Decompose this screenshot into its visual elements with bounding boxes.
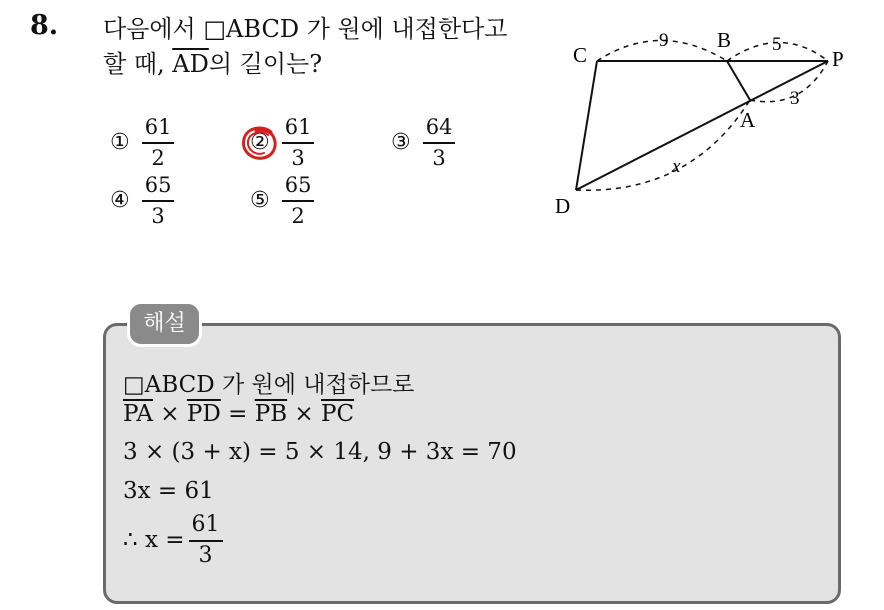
choice-1[interactable] — [110, 115, 174, 170]
question-text — [103, 12, 543, 82]
choice-3-denominator: 3 — [432, 145, 446, 170]
segment-ad: $\overline{AD}$ — [172, 50, 209, 78]
segment-pc: $\overline{PC}$ — [321, 401, 355, 427]
length-cb-label: 9 — [659, 30, 669, 51]
point-c-label: C — [573, 43, 588, 67]
line-dp — [576, 61, 828, 190]
length-bp-label: 5 — [772, 34, 782, 55]
choice-4-number: ④ — [110, 187, 130, 213]
point-d-label: D — [555, 194, 571, 218]
quadrilateral-figure — [540, 20, 870, 230]
choice-4-fraction — [142, 173, 175, 228]
length-ad-label: x — [672, 156, 681, 177]
question-line-2 — [103, 47, 543, 82]
solution-line-4: 3x = 61 — [123, 478, 214, 504]
solution-line-2 — [123, 401, 354, 427]
choice-2-denominator: 3 — [291, 145, 305, 170]
choice-1-fraction — [142, 115, 175, 170]
choice-2-number: ② — [250, 129, 270, 155]
question-line-2-suffix: 의 길이는? — [208, 50, 323, 78]
choice-4[interactable] — [110, 173, 174, 228]
line-ba — [727, 61, 750, 100]
choice-1-denominator: 2 — [151, 145, 165, 170]
segment-pd: $\overline{PD}$ — [186, 401, 221, 427]
choice-3-numerator: 64 — [425, 115, 453, 139]
choice-4-numerator: 65 — [144, 173, 172, 197]
choice-3-fraction — [423, 115, 456, 170]
answer-mark-icon — [241, 124, 279, 162]
segment-pa: $\overline{PA}$ — [123, 401, 153, 427]
choice-2-fraction — [282, 115, 315, 170]
choice-4-denominator: 3 — [151, 203, 165, 228]
question-number: 8. — [30, 10, 59, 41]
solution-line-1: □ABCD 가 원에 내접하므로 — [123, 372, 415, 398]
length-ap-label: 3 — [790, 88, 800, 109]
choice-2-numerator: 61 — [284, 115, 312, 139]
choice-5-fraction — [282, 173, 315, 228]
times-sign-2: × — [287, 401, 322, 427]
solution-fraction — [189, 513, 223, 568]
choice-5-number: ⑤ — [250, 187, 270, 213]
solution-line-3: 3 × (3 + x) = 5 × 14, 9 + 3x = 70 — [123, 439, 517, 465]
therefore-x-equals: ∴ x = — [123, 527, 185, 554]
choice-5-denominator: 2 — [291, 203, 305, 228]
solution-tag: 해설 — [127, 301, 202, 347]
choice-5[interactable] — [250, 173, 314, 228]
choice-3[interactable] — [391, 115, 455, 170]
point-b-label: B — [717, 28, 732, 52]
times-sign-1: × — [152, 401, 187, 427]
choice-5-numerator: 65 — [284, 173, 312, 197]
solution-numerator: 61 — [191, 512, 220, 537]
equals-sign: = — [220, 401, 255, 427]
question-line-1: 다음에서 □ABCD 가 원에 내접한다고 — [103, 15, 508, 43]
choice-1-number: ① — [110, 129, 130, 155]
line-cd — [576, 61, 597, 190]
solution-line-5 — [123, 513, 223, 568]
point-a-label: A — [740, 108, 756, 132]
segment-pb: $\overline{PB}$ — [254, 401, 288, 427]
question-line-2-prefix: 할 때, — [103, 50, 173, 78]
choice-3-number: ③ — [391, 129, 411, 155]
solution-denominator: 3 — [198, 542, 213, 568]
point-p-label: P — [832, 47, 844, 71]
choice-1-numerator: 61 — [144, 115, 172, 139]
